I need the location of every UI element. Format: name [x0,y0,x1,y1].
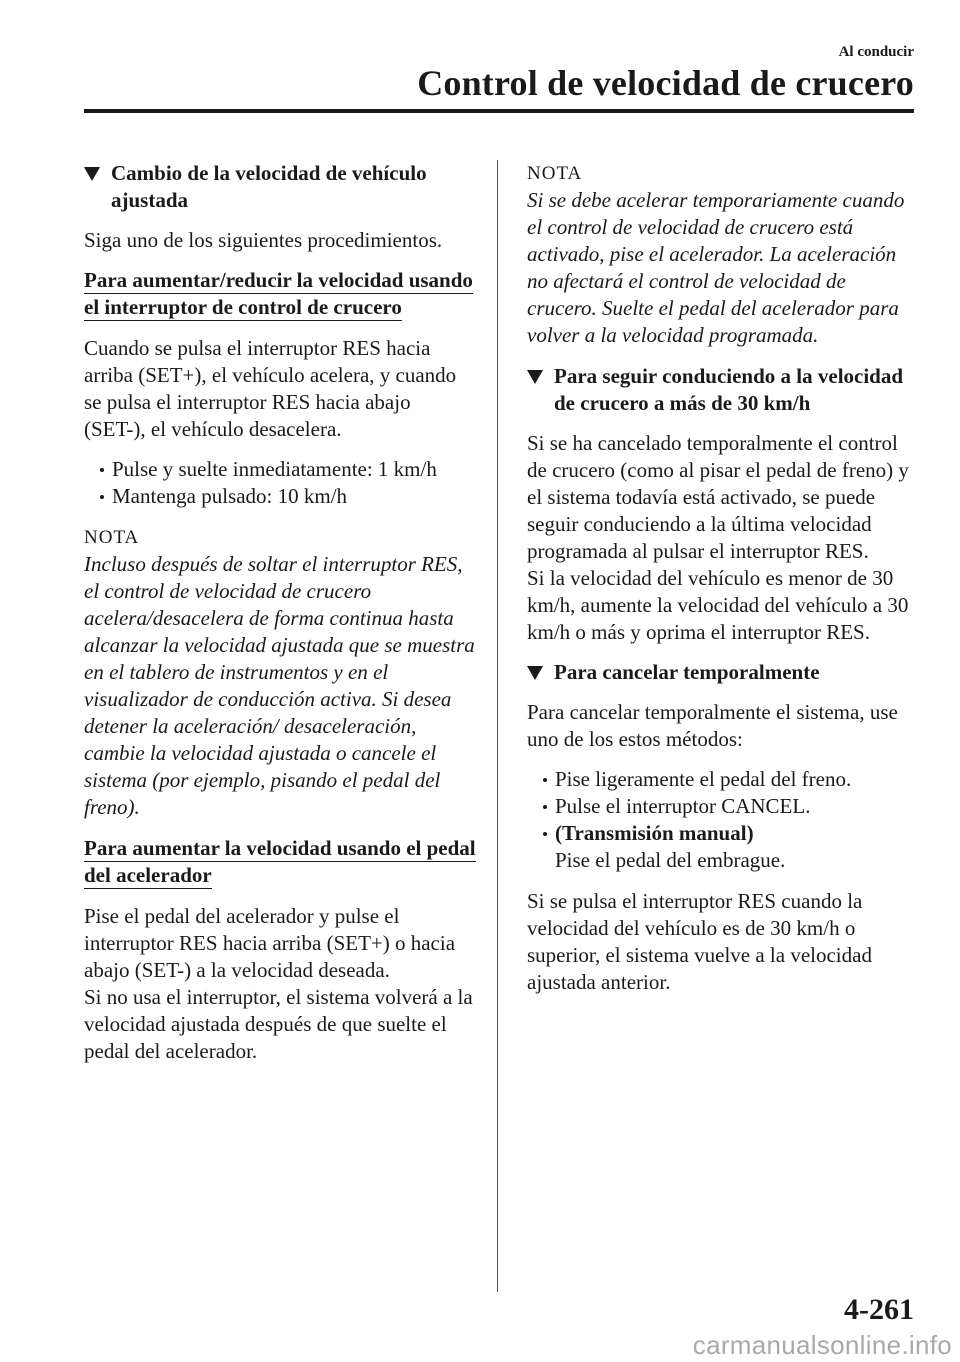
paragraph: Cuando se pulsa el interruptor RES hacia arriba (SET+), el vehículo acelera, y cuando se pulsa el interruptor RES hacia abajo (SET-), el vehículo desacelera. [84,336,457,441]
bullet-dot-icon [543,805,547,809]
paragraph: Pise el pedal del acelerador y pulse el interruptor RES hacia arriba (SET+) o hacia abajo (SET-) a la velocidad deseada. Si no usa el interruptor, el sistema volverá a la velocidad ajustada después de que suelte el pedal del acelerador. [84,904,473,1063]
watermark: carmanualsonline.info [692,1330,952,1360]
list-item: (Transmisión manual) Pise el pedal del embrague. [543,820,919,874]
paragraph: Si se pulsa el interruptor RES cuando la velocidad del vehículo es de 30 km/h o superior, el sistema vuelve a la velocidad ajustada anterior. [527,889,872,994]
header-rule [84,109,914,113]
heading-continue-cruise: Para seguir conduciendo a la velocidad de crucero a más de 30 km/h [527,363,919,417]
triangle-bullet-icon [527,370,543,384]
triangle-bullet-icon [527,666,543,680]
column-divider [497,160,498,1292]
left-column [84,160,476,1065]
note-text: Incluso después de soltar el interruptor RES, el control de velocidad de crucero acelera/desacelera de forma continua hasta alcanzar la velocidad ajustada que se muestra en el tablero de instrumentos y en el visualizador de conducción activa. Si desea detener la aceleración/ desaceleración, cambie la velocidad ajustada o cancele el sistema (por ejemplo, pisando el pedal del freno). [84,552,475,819]
page-number: 4-261 [844,1293,914,1326]
paragraph: Si se ha cancelado temporalmente el control de crucero (como al pisar el pedal de freno) y el sistema todavía está activado, se puede seguir conduciendo a la última velocidad programada al pulsar el interruptor RES. Si la velocidad del vehículo es menor de 30 km/h, aumente la velocidad del vehículo a 30 km/h o más y oprima el interruptor RES. [527,431,909,644]
subheading-accelerator: Para aumentar la velocidad usando el pedal del acelerador [84,836,476,887]
list-item: Mantenga pulsado: 10 km/h [100,483,476,510]
bullet-dot-icon [100,495,104,499]
paragraph: Para cancelar temporalmente el sistema, use uno de los estos métodos: [527,700,898,751]
list-item: Pise ligeramente el pedal del freno. [543,766,919,793]
list-item: Pulse el interruptor CANCEL. [543,793,919,820]
note-label: NOTA [527,163,583,184]
note-block [84,524,476,821]
bullet-list [527,766,919,874]
subheading-switch: Para aumentar/reducir la velocidad usando el interruptor de control de crucero [84,268,473,319]
list-item: Pulse y suelte inmediatamente: 1 km/h [100,456,476,483]
header-section: Al conducir [838,44,914,60]
note-block [527,160,919,349]
triangle-bullet-icon [84,167,100,181]
paragraph: Siga uno de los siguientes procedimientos. [84,228,443,252]
bullet-list [84,456,476,510]
heading-cancel-temporarily: Para cancelar temporalmente [527,659,919,686]
heading-change-speed: Cambio de la velocidad de vehículo ajustada [84,160,476,214]
page-title: Control de velocidad de crucero [417,63,914,103]
note-text: Si se debe acelerar temporariamente cuando el control de velocidad de crucero está activado, pise el acelerador. La aceleración no afectará el control de velocidad de crucero. Suelte el pedal del acelerador para volver a la velocidad programada. [527,188,905,347]
bullet-dot-icon [100,468,104,472]
right-column [527,160,919,1009]
bullet-dot-icon [543,832,547,836]
bullet-dot-icon [543,778,547,782]
note-label: NOTA [84,527,140,548]
